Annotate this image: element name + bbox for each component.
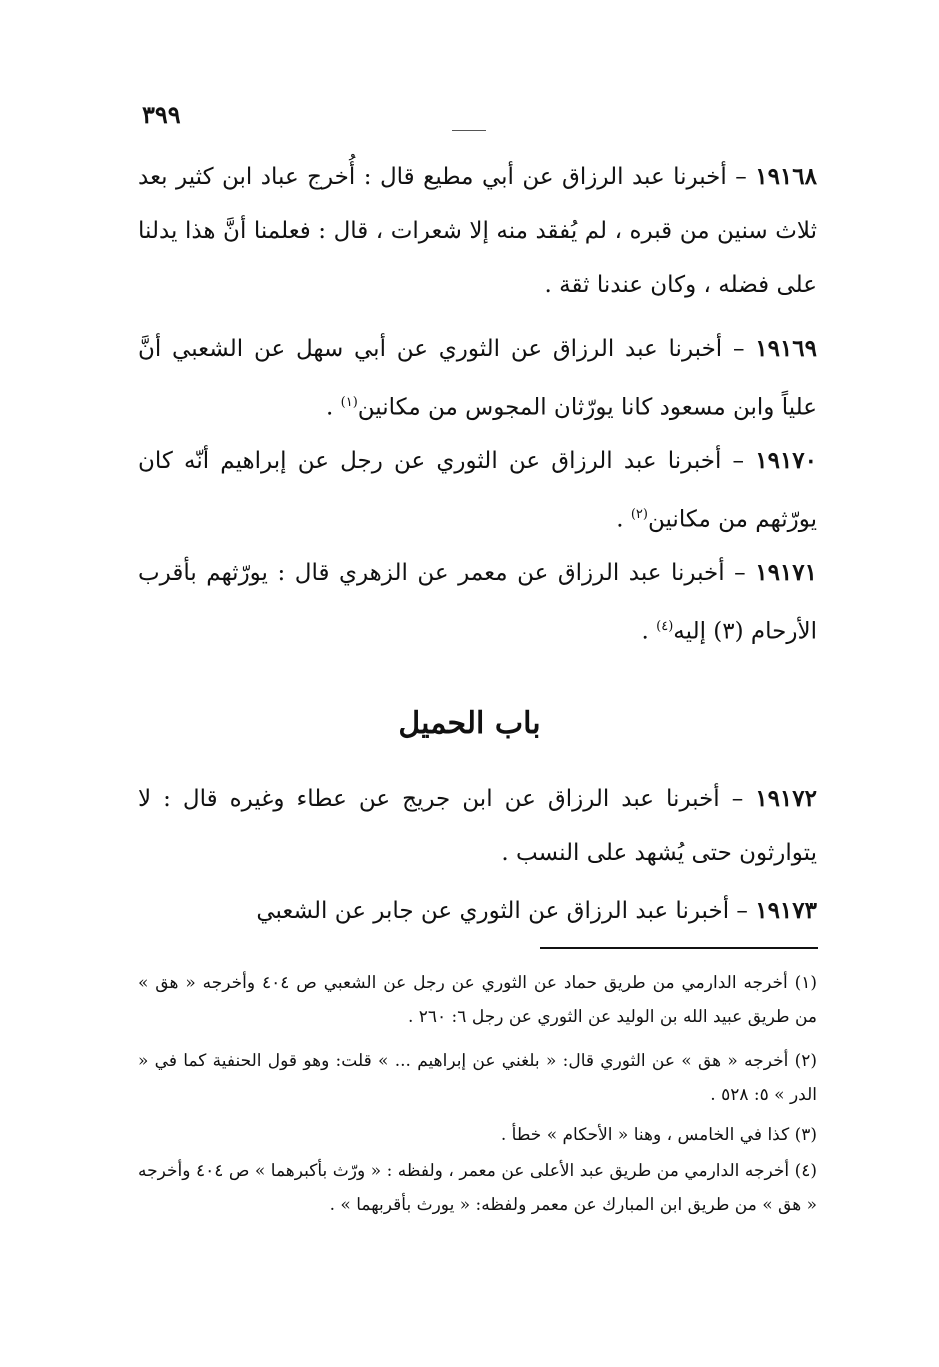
hadith-text: – أخبرنا عبد الرزاق عن معمر عن الزهري قال : يورّثهم بأقرب الأرحام (٣) إليه (138, 560, 817, 645)
hadith-number: ١٩١٧٢ (755, 785, 817, 812)
footnote-ref: (٢) (630, 507, 648, 522)
hadith-number: ١٩١٧٠ (755, 447, 818, 474)
hadith-19170 (138, 434, 817, 547)
footnote-2: (٢) أخرجه « هق » عن الثوري قال: « بلغني عن إبراهيم ... » قلت: وهو قول الحنفية كما في « الدر » ٥: ٥٢٨ . (138, 1051, 817, 1105)
footnote-ref: (١) (340, 395, 358, 410)
footnote-1: (١) أخرجه الدارمي من طريق حماد عن الثوري عن رجل عن الشعبي ص ٤٠٤ وأخرجه « هق » من طريق عبيد الله بن الوليد عن الثوري عن رجل ٦: ٢٦٠ . (138, 973, 817, 1027)
hadith-text: – أخبرنا عبد الرزاق عن أبي مطيع قال : أُخرج عباد ابن كثير بعد ثلاث سنين من قبره ، لم يُفقد منه إلا شعرات ، قال : فعلمنا أنَّ هذا يدلنا على فضله ، وكان عندنا ثقة . (138, 164, 817, 298)
hadith-number: ١٩١٧٣ (755, 897, 817, 924)
hadith-number: ١٩١٧١ (755, 559, 817, 586)
footnote-ref: (٤) (656, 619, 674, 634)
top-divider (452, 130, 486, 131)
hadith-19173 (138, 884, 817, 938)
hadith-text: – أخبرنا عبد الرزاق عن الثوري عن أبي سهل عن الشعبي أنَّ علياً وابن مسعود كانا يورّثان المجوس من مكانين (138, 336, 817, 421)
hadith-19169 (138, 322, 817, 435)
hadith-text: – أخبرنا عبد الرزاق عن الثوري عن رجل عن إبراهيم أنّه كان يورّثهم من مكانين (138, 448, 817, 533)
footnote-divider (540, 947, 818, 949)
footnote-4: (٤) أخرجه الدارمي من طريق عبد الأعلى عن معمر ، ولفظه : « ورّث بأكبرهما » ص ٤٠٤ وأخرجه « هق » من طريق ابن المبارك عن معمر ولفظه: « يورث بأقربهما » . (138, 1161, 817, 1215)
hadith-number: ١٩١٦٨ (755, 163, 817, 190)
hadith-tail: . (326, 394, 341, 421)
hadith-tail: . (616, 506, 631, 533)
hadith-text: – أخبرنا عبد الرزاق عن ابن جريج عن عطاء وغيره قال : لا يتوارثون حتى يُشهد على النسب . (138, 786, 817, 866)
hadith-number: ١٩١٦٩ (755, 335, 818, 362)
hadith-19172 (138, 772, 817, 880)
hadith-text: – أخبرنا عبد الرزاق عن الثوري عن جابر عن الشعبي (256, 898, 748, 924)
hadith-19168 (138, 150, 817, 312)
footnote-3: (٣) كذا في الخامس ، وهنا « الأحكام » خطأ . (500, 1125, 817, 1145)
hadith-tail: . (641, 618, 657, 645)
page-number: ٣٩٩ (142, 100, 181, 129)
hadith-19171 (138, 546, 817, 659)
chapter-title: باب الحميل (398, 706, 541, 741)
